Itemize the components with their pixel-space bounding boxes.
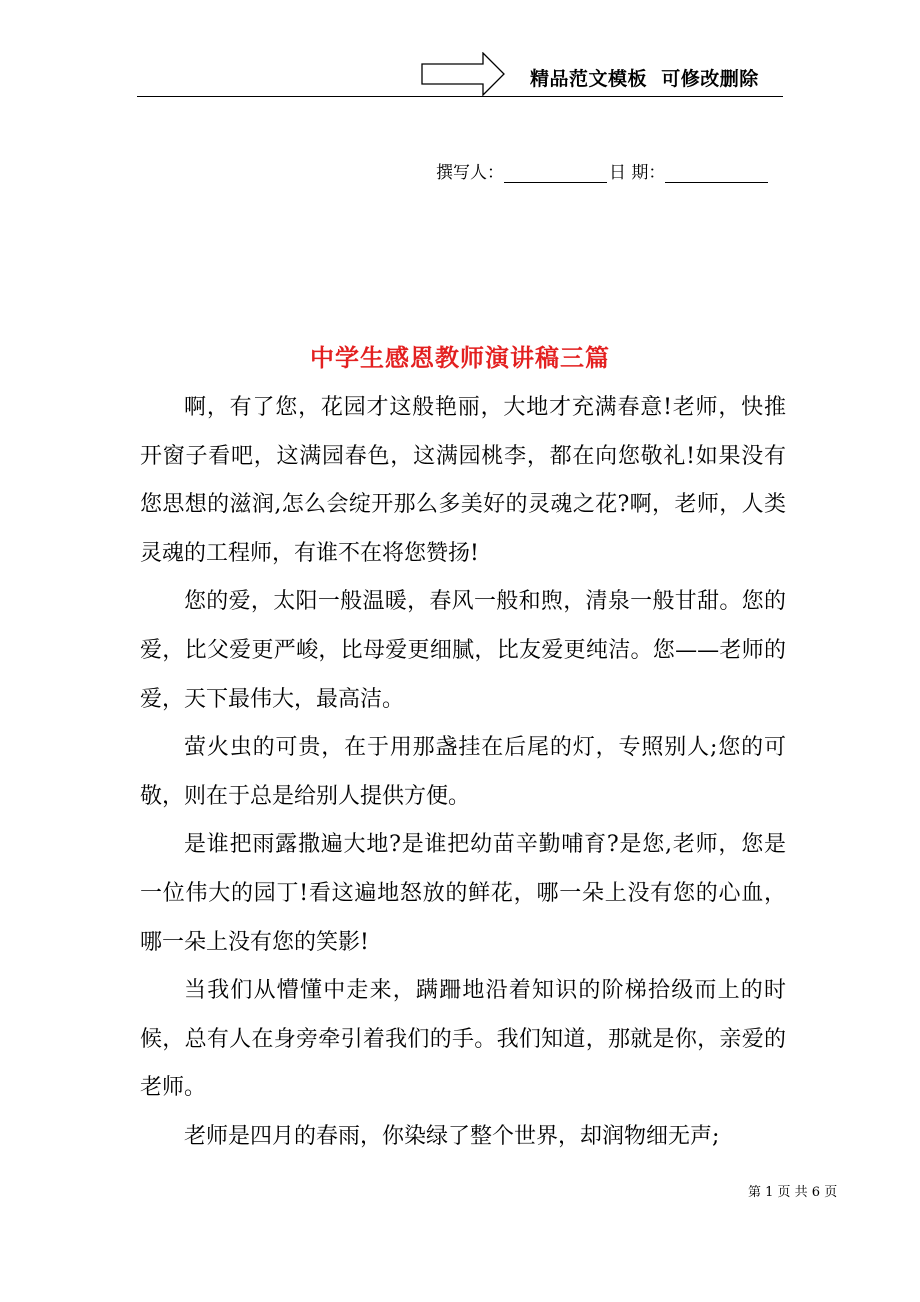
author-date-line (436, 158, 768, 183)
date-blank-field (665, 162, 768, 183)
document-title: 中学生感恩教师演讲稿三篇 (310, 343, 610, 372)
paragraph: 老师是四月的春雨，你染绿了整个世界，却润物细无声; (184, 1123, 720, 1149)
paragraph: 当我们从懵懂中走来，蹒跚地沿着知识的阶梯拾级而上的时候，总有人在身旁牵引着我们的手。我们知道，那就是你，亲爱的老师。 (140, 978, 786, 1101)
page-number: 第 1 页 共 6 页 (748, 1185, 838, 1200)
document-body (140, 384, 786, 1162)
header-arrow-icon (421, 52, 505, 96)
paragraph: 您的爱，太阳一般温暖，春风一般和煦，清泉一般甘甜。您的爱，比父爱更严峻，比母爱更细腻，比友爱更纯洁。您——老师的爱，天下最伟大，最高洁。 (140, 589, 786, 712)
paragraph: 啊，有了您，花园才这般艳丽，大地才充满春意!老师，快推开窗子看吧，这满园春色，这满园桃李，都在向您敬礼!如果没有您思想的滋润,怎么会绽开那么多美好的灵魂之花?啊，老师，人类灵魂的工程师，有谁不在将您赞扬! (140, 395, 786, 566)
author-label: 撰写人： (436, 163, 504, 183)
paragraph: 是谁把雨露撒遍大地?是谁把幼苗辛勤哺育?是您,老师，您是一位伟大的园丁!看这遍地怒放的鲜花，哪一朵上没有您的心血，哪一朵上没有您的笑影! (140, 832, 786, 955)
paragraph: 萤火虫的可贵，在于用那盏挂在后尾的灯，专照别人;您的可敬，则在于总是给别人提供方便。 (140, 735, 786, 809)
author-blank-field (504, 162, 607, 183)
date-label: 日 期： (609, 163, 666, 183)
header-divider (137, 96, 783, 97)
header-label: 精品范文模板 可修改删除 (530, 68, 759, 90)
